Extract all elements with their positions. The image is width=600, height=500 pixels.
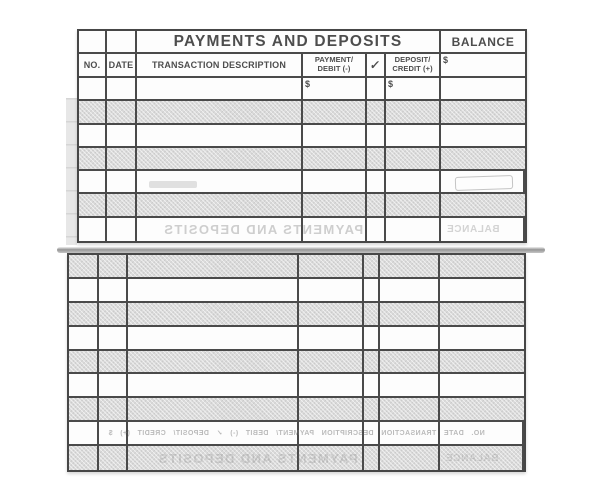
no-cell bbox=[69, 398, 99, 420]
register-row bbox=[69, 327, 524, 351]
payment-cell bbox=[299, 279, 364, 301]
description-cell bbox=[128, 374, 299, 396]
no-cell bbox=[79, 125, 107, 146]
deposit-cell bbox=[380, 303, 440, 325]
payment-dollar-sign: $ bbox=[305, 79, 311, 89]
description-cell bbox=[128, 351, 299, 373]
register-row bbox=[69, 351, 524, 375]
register-row bbox=[79, 148, 525, 171]
register-row bbox=[79, 171, 525, 194]
checkmark-icon: ✓ bbox=[369, 58, 382, 72]
balance-cell bbox=[440, 374, 524, 396]
payment-cell bbox=[299, 351, 364, 373]
register-title-row bbox=[79, 31, 525, 54]
balance-header-cell bbox=[441, 54, 525, 76]
check-cell bbox=[367, 78, 386, 99]
payment-cell bbox=[303, 78, 367, 99]
check-cell bbox=[364, 398, 380, 420]
title-row-no-cell bbox=[79, 31, 107, 52]
check-cell bbox=[364, 327, 380, 349]
deposit-cell bbox=[380, 279, 440, 301]
deposit-header-line2: CREDIT (+) bbox=[392, 64, 433, 73]
bleedthrough-title-text: PAYMENTS AND DEPOSITS bbox=[162, 221, 364, 237]
balance-cell bbox=[441, 125, 525, 146]
deposit-cell bbox=[386, 171, 441, 192]
check-cell bbox=[367, 194, 386, 215]
check-cell bbox=[367, 171, 386, 192]
register-row bbox=[79, 101, 525, 124]
balance-cell bbox=[441, 78, 525, 99]
payment-cell bbox=[299, 255, 364, 277]
payment-cell bbox=[299, 327, 364, 349]
date-cell bbox=[99, 303, 128, 325]
register-page-top bbox=[77, 29, 527, 243]
balance-cell bbox=[440, 351, 524, 373]
check-cell bbox=[367, 101, 386, 122]
no-cell bbox=[69, 446, 99, 470]
no-cell bbox=[69, 279, 99, 301]
register-row bbox=[79, 125, 525, 148]
date-cell bbox=[99, 398, 128, 420]
no-cell bbox=[79, 148, 107, 169]
no-cell bbox=[79, 194, 107, 215]
deposit-cell bbox=[380, 327, 440, 349]
balance-cell bbox=[441, 148, 525, 169]
deposit-cell bbox=[386, 78, 441, 99]
description-column-header: TRANSACTION DESCRIPTION bbox=[137, 54, 303, 76]
check-cell bbox=[367, 148, 386, 169]
deposit-dollar-sign: $ bbox=[388, 79, 394, 89]
description-cell bbox=[128, 398, 299, 420]
description-cell bbox=[137, 148, 303, 169]
description-cell bbox=[128, 255, 299, 277]
no-cell bbox=[69, 351, 99, 373]
balance-cell bbox=[440, 279, 524, 301]
register-page-bottom bbox=[67, 253, 526, 472]
register-row bbox=[69, 422, 524, 446]
column-header-row bbox=[79, 54, 525, 78]
check-column-header bbox=[367, 54, 386, 76]
balance-column-header: BALANCE bbox=[451, 34, 515, 49]
balance-cell bbox=[440, 327, 524, 349]
balance-cell bbox=[440, 398, 524, 420]
deposit-cell bbox=[386, 101, 441, 122]
description-cell bbox=[137, 125, 303, 146]
deposit-cell bbox=[380, 255, 440, 277]
description-cell bbox=[137, 78, 303, 99]
date-cell bbox=[107, 101, 137, 122]
date-cell bbox=[99, 351, 128, 373]
payment-cell bbox=[303, 194, 367, 215]
payment-cell bbox=[303, 148, 367, 169]
deposit-cell bbox=[380, 398, 440, 420]
balance-dollar-sign: $ bbox=[443, 55, 449, 65]
deposit-cell bbox=[386, 194, 441, 215]
payment-cell bbox=[299, 374, 364, 396]
bleedthrough-title-text: PAYMENTS AND DEPOSITS bbox=[157, 450, 358, 466]
check-cell bbox=[364, 303, 380, 325]
date-cell bbox=[107, 171, 137, 192]
payment-column-header bbox=[303, 54, 367, 76]
payment-cell bbox=[303, 171, 367, 192]
date-cell bbox=[107, 194, 137, 215]
date-cell bbox=[99, 327, 128, 349]
balance-cell bbox=[441, 101, 525, 122]
payment-cell bbox=[299, 398, 364, 420]
no-cell bbox=[79, 218, 107, 241]
no-cell bbox=[69, 374, 99, 396]
register-row bbox=[79, 78, 525, 101]
date-cell bbox=[107, 125, 137, 146]
payment-cell bbox=[303, 101, 367, 122]
description-cell bbox=[137, 101, 303, 122]
check-cell bbox=[364, 279, 380, 301]
register-title: PAYMENTS AND DEPOSITS bbox=[137, 31, 441, 52]
check-cell bbox=[367, 125, 386, 146]
payment-header-line1: PAYMENT/ bbox=[314, 55, 354, 65]
date-cell bbox=[99, 279, 128, 301]
description-cell bbox=[128, 327, 299, 349]
no-cell bbox=[69, 303, 99, 325]
register-row bbox=[79, 218, 525, 241]
register-row bbox=[69, 279, 524, 303]
no-cell bbox=[79, 101, 107, 122]
check-cell bbox=[364, 351, 380, 373]
date-cell bbox=[99, 255, 128, 277]
register-row bbox=[69, 255, 524, 279]
register-row bbox=[69, 446, 524, 470]
check-cell bbox=[364, 374, 380, 396]
date-cell bbox=[107, 148, 137, 169]
register-row bbox=[69, 303, 524, 327]
check-cell bbox=[364, 255, 380, 277]
deposit-cell bbox=[386, 125, 441, 146]
deposit-cell bbox=[386, 148, 441, 169]
no-column-header: NO. bbox=[79, 54, 107, 76]
bleedthrough-mark bbox=[149, 181, 197, 188]
no-cell bbox=[69, 255, 99, 277]
underlying-page-edge bbox=[66, 98, 77, 245]
bleedthrough-box-outline bbox=[455, 175, 513, 191]
deposit-cell bbox=[380, 351, 440, 373]
payment-header-line2: DEBIT (-) bbox=[317, 64, 351, 73]
bleedthrough-column-headers-text: NO. DATE TRANSACTION DESCRIPTION PAYMENT/ DEBIT (-) ✓ DEPOSIT/ CREDIT (+) $ bbox=[108, 430, 485, 438]
deposit-cell bbox=[380, 374, 440, 396]
no-cell bbox=[79, 78, 107, 99]
bleedthrough-balance-text: BALANCE bbox=[445, 452, 499, 464]
payment-cell bbox=[299, 303, 364, 325]
date-column-header: DATE bbox=[107, 54, 137, 76]
register-row bbox=[79, 194, 525, 217]
title-row-date-cell bbox=[107, 31, 137, 52]
balance-cell bbox=[441, 194, 525, 215]
no-cell bbox=[79, 171, 107, 192]
balance-cell bbox=[440, 255, 524, 277]
balance-cell bbox=[440, 303, 524, 325]
date-cell bbox=[99, 374, 128, 396]
register-row bbox=[69, 374, 524, 398]
no-cell bbox=[69, 327, 99, 349]
register-row bbox=[69, 398, 524, 422]
deposit-header-line1: DEPOSIT/ bbox=[394, 55, 431, 65]
description-cell bbox=[128, 279, 299, 301]
payment-cell bbox=[303, 125, 367, 146]
deposit-column-header bbox=[386, 54, 441, 76]
description-cell bbox=[128, 303, 299, 325]
description-cell bbox=[137, 194, 303, 215]
bleedthrough-balance-text: BALANCE bbox=[446, 223, 500, 235]
date-cell bbox=[107, 78, 137, 99]
